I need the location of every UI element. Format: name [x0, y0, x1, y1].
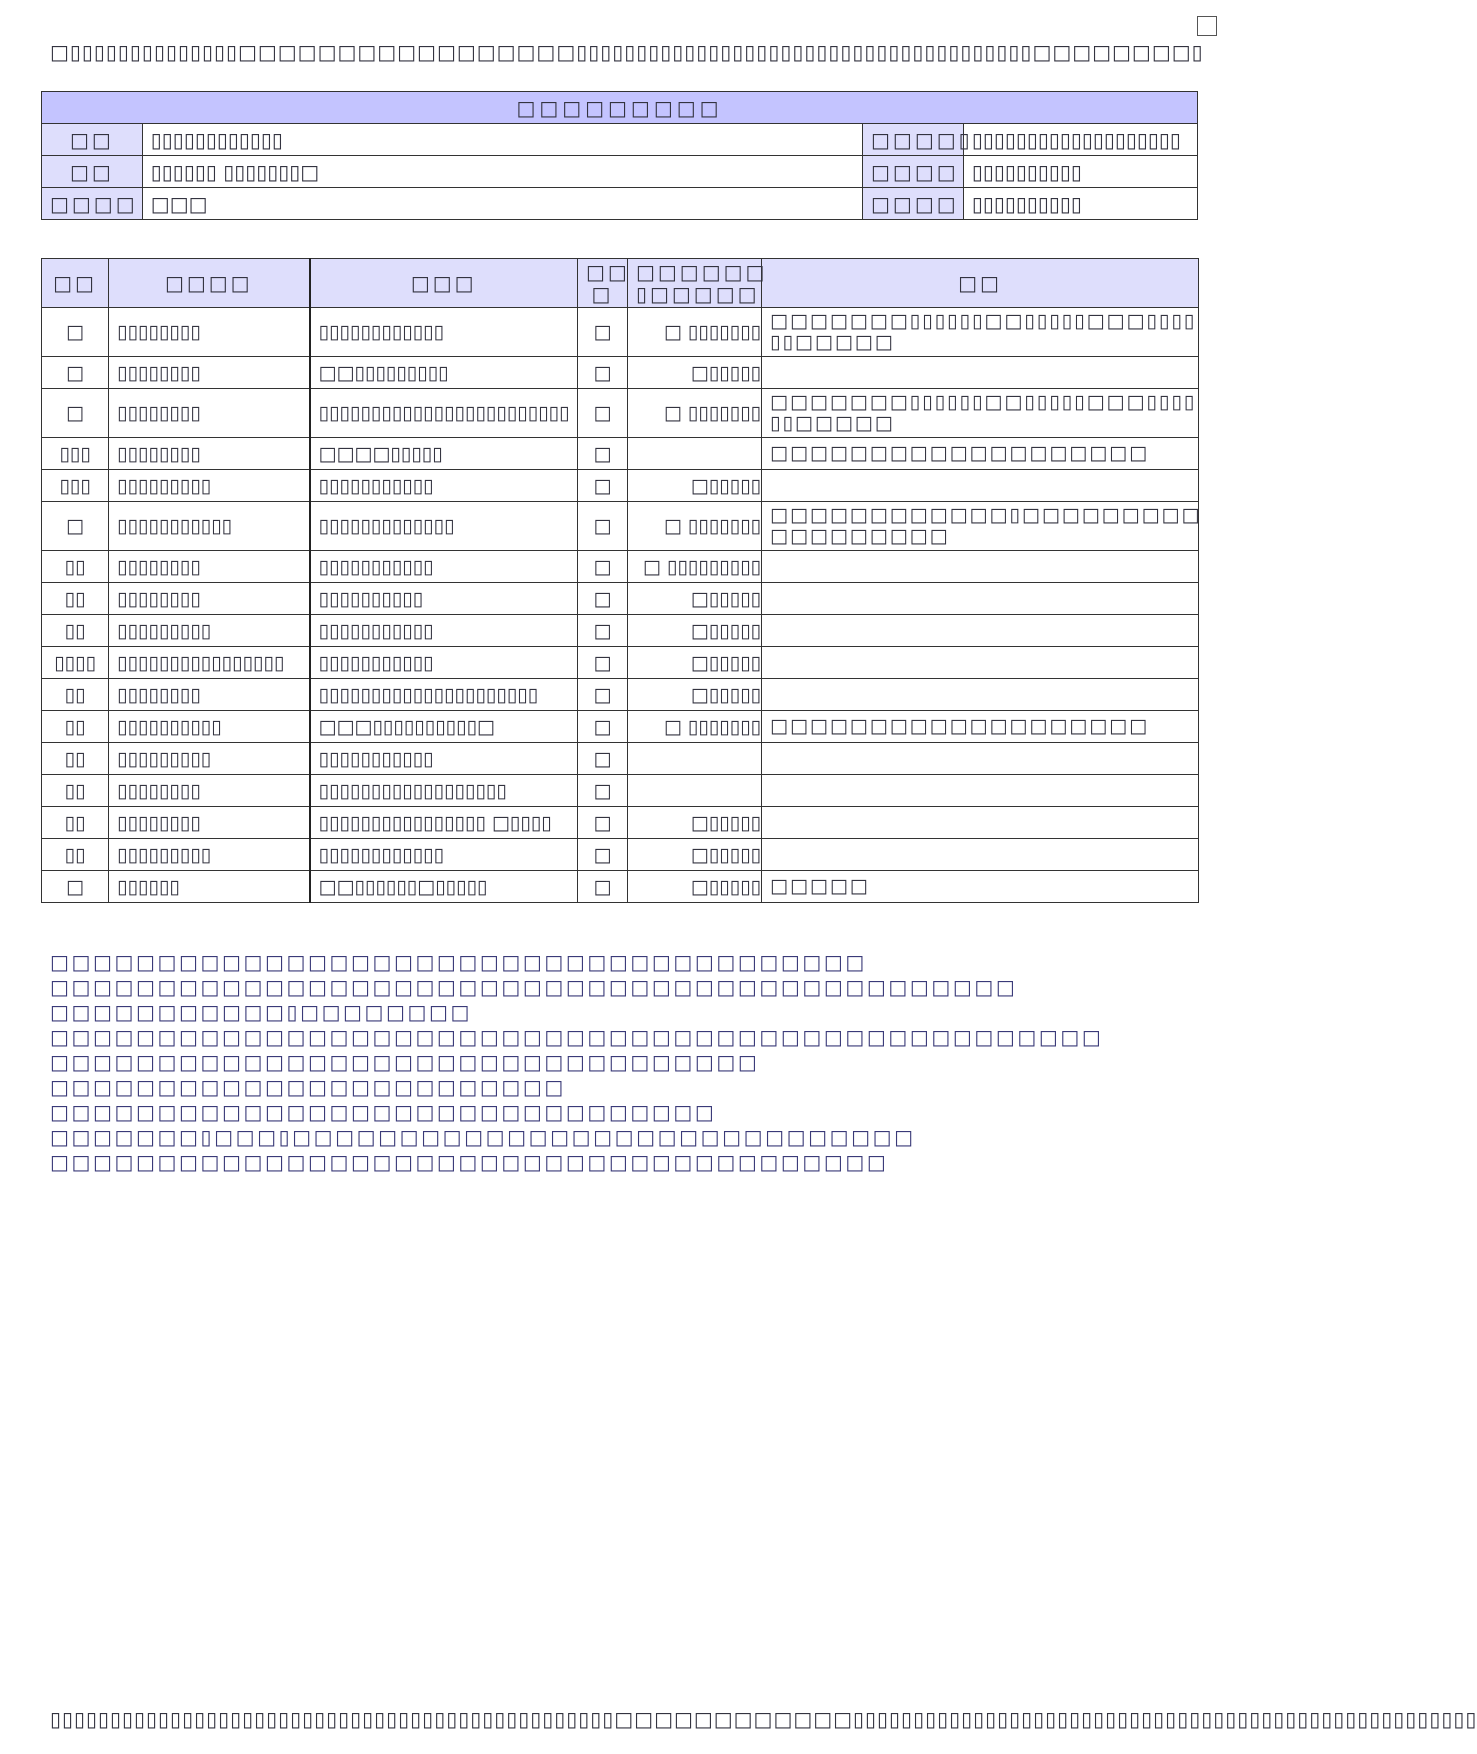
cell-code: ▯▯▯▯▯▯▯▯ — [109, 551, 310, 583]
info-row — [42, 188, 1198, 220]
cell-qty: □ — [578, 839, 628, 871]
info-value: ▯▯▯▯▯▯▯▯▯▯ — [963, 188, 1197, 220]
note-line: □□□□□□□□□□□□□□□□□□□□□□□□ — [50, 1075, 566, 1099]
note-line: □□□□□□□□□□□□□□□□□□□□□□□□□□□□□□□ — [50, 1100, 717, 1124]
cell-name: ▯▯▯▯▯▯▯▯▯▯▯▯▯▯▯▯▯▯▯▯▯▯▯▯ — [310, 389, 578, 438]
cell-no: □ — [42, 389, 109, 438]
table-row — [42, 502, 1199, 551]
cell-code: ▯▯▯▯▯▯▯▯▯▯▯▯▯▯▯▯ — [109, 647, 310, 679]
cell-price — [628, 775, 762, 807]
info-label: □□□□ — [863, 188, 964, 220]
cell-note: □□□□□□□□□□□□▯□□□□□□□□□ □□□□□□□□□ — [762, 502, 1199, 551]
cell-qty: □ — [578, 583, 628, 615]
table-row — [42, 743, 1199, 775]
info-label: □□□□▯ — [863, 124, 964, 156]
column-header-name: □□□ — [310, 259, 578, 308]
note-line: □□□□□□□□□□□▯□□□□□□□□ — [50, 1000, 473, 1024]
cell-name: ▯▯▯▯▯▯▯▯▯▯ — [310, 583, 578, 615]
table-row — [42, 807, 1199, 839]
info-value: □□□ — [142, 188, 862, 220]
cell-qty: □ — [578, 438, 628, 470]
note-line: □□□□□□□□□□□□□□□□□□□□□□□□□□□□□□□□□□□□□□ — [50, 950, 867, 974]
cell-qty: □ — [578, 711, 628, 743]
cell-qty: □ — [578, 679, 628, 711]
cell-no: ▯▯▯▯ — [42, 647, 109, 679]
cell-no: □ — [42, 871, 109, 903]
cell-no: □ — [42, 502, 109, 551]
note-line: □□□□□□□□□□□□□□□□□□□□□□□□□□□□□□□□□□□□□□□□□□□□□ — [50, 975, 1018, 999]
column-header-code: □□□□ — [109, 259, 310, 308]
cell-name: ▯▯▯▯▯▯▯▯▯▯▯▯ — [310, 308, 578, 357]
cell-no: ▯▯ — [42, 743, 109, 775]
cell-code: ▯▯▯▯▯▯▯▯▯▯ — [109, 711, 310, 743]
cell-no: ▯▯ — [42, 551, 109, 583]
cell-no: ▯▯▯ — [42, 438, 109, 470]
cell-no: ▯▯ — [42, 615, 109, 647]
cell-name: ▯▯▯▯▯▯▯▯▯▯▯ — [310, 647, 578, 679]
info-label: □□□□ — [863, 156, 964, 188]
cell-name: ▯▯▯▯▯▯▯▯▯▯▯▯ — [310, 839, 578, 871]
items-table — [41, 258, 1202, 903]
note-line: □□□□□□□▯□□□▯□□□□□□□□□□□□□□□□□□□□□□□□□□□□□ — [50, 1125, 916, 1149]
cell-code: ▯▯▯▯▯▯▯▯▯ — [109, 615, 310, 647]
cell-qty: □ — [578, 470, 628, 502]
cell-code: ▯▯▯▯▯▯▯▯ — [109, 679, 310, 711]
cell-no: ▯▯ — [42, 775, 109, 807]
table-row — [42, 389, 1199, 438]
cell-note: □□□□□□□□□□□□□□□□□□□ — [762, 711, 1199, 743]
table-row — [42, 647, 1199, 679]
cell-note — [762, 743, 1199, 775]
cell-qty: □ — [578, 389, 628, 438]
table-row — [42, 679, 1199, 711]
info-row — [42, 156, 1198, 188]
cell-note — [762, 357, 1199, 389]
note-line: □□□□□□□□□□□□□□□□□□□□□□□□□□□□□□□□□□□□□□□□□□□□□□□□□ — [50, 1025, 1104, 1049]
note-line: □□□□□□□□□□□□□□□□□□□□□□□□□□□□□□□□□□□□□□□ — [50, 1150, 889, 1174]
cell-note: □□□□□ — [762, 871, 1199, 903]
table-row — [42, 357, 1199, 389]
cell-note — [762, 775, 1199, 807]
cell-price: □▯▯▯▯▯ — [628, 615, 762, 647]
cell-qty: □ — [578, 743, 628, 775]
cell-no: ▯▯ — [42, 807, 109, 839]
cell-name: ▯▯▯▯▯▯▯▯▯▯▯▯▯▯▯▯▯▯▯▯▯ — [310, 679, 578, 711]
cell-code: ▯▯▯▯▯▯▯▯ — [109, 775, 310, 807]
cell-name: ▯▯▯▯▯▯▯▯▯▯▯ — [310, 551, 578, 583]
document-header-text: □▯▯▯▯▯▯▯▯▯▯▯▯▯▯□□□□□□□□□□□□□□□□□▯▯▯▯▯▯▯▯▯▯▯▯▯▯▯▯▯▯▯▯▯▯▯▯▯▯▯▯▯▯▯▯▯▯▯▯▯▯□□□□□□□□▯ — [50, 40, 1204, 64]
cell-code: ▯▯▯▯▯▯ — [109, 871, 310, 903]
cell-note — [762, 615, 1199, 647]
table-row — [42, 551, 1199, 583]
info-value: ▯▯▯▯▯▯▯▯▯▯▯▯▯▯▯▯▯▯▯ — [963, 124, 1197, 156]
cell-price: □ ▯▯▯▯▯▯▯ — [628, 389, 762, 438]
corner-checkbox — [1197, 16, 1217, 36]
cell-note — [762, 679, 1199, 711]
cell-note — [762, 551, 1199, 583]
column-header-no: □□ — [42, 259, 109, 308]
table-row — [42, 470, 1199, 502]
cell-note: □□□□□□□□□□□□□□□□□□□ — [762, 438, 1199, 470]
cell-qty: □ — [578, 615, 628, 647]
cell-code: ▯▯▯▯▯▯▯▯ — [109, 308, 310, 357]
cell-code: ▯▯▯▯▯▯▯▯▯ — [109, 743, 310, 775]
info-label: □□□□ — [42, 188, 143, 220]
cell-price: □▯▯▯▯▯ — [628, 357, 762, 389]
cell-qty: □ — [578, 871, 628, 903]
cell-price: □ ▯▯▯▯▯▯▯▯▯ — [628, 551, 762, 583]
cell-note — [762, 583, 1199, 615]
info-table — [41, 91, 1198, 220]
cell-price — [628, 438, 762, 470]
cell-note — [762, 470, 1199, 502]
cell-price: □▯▯▯▯▯ — [628, 679, 762, 711]
cell-code: ▯▯▯▯▯▯▯▯ — [109, 389, 310, 438]
cell-name: ▯▯▯▯▯▯▯▯▯▯▯▯▯▯▯▯ □▯▯▯▯ — [310, 807, 578, 839]
cell-qty: □ — [578, 502, 628, 551]
cell-code: ▯▯▯▯▯▯▯▯ — [109, 807, 310, 839]
info-table-title: □□□□□□□□□ — [42, 92, 1198, 124]
table-row — [42, 308, 1199, 357]
cell-no: ▯▯ — [42, 679, 109, 711]
column-header-note: □□ — [762, 259, 1199, 308]
notes-section — [50, 950, 1200, 1175]
cell-name: □□□▯▯▯▯▯▯▯▯▯▯□ — [310, 711, 578, 743]
cell-price — [628, 743, 762, 775]
cell-qty: □ — [578, 647, 628, 679]
info-row — [42, 124, 1198, 156]
document-footer-text: ▯▯▯▯▯▯▯▯▯▯▯▯▯▯▯▯▯▯▯▯▯▯▯▯▯▯▯▯▯▯▯▯▯▯▯▯▯▯▯▯▯▯▯▯▯▯▯□□□□□□□□□□□□▯▯▯▯▯▯▯▯▯▯▯▯▯▯▯▯▯▯▯▯▯▯▯▯▯▯▯▯▯▯▯▯▯▯▯▯▯▯▯▯▯▯▯▯▯▯▯▯▯▯▯▯ — [50, 1707, 1477, 1731]
cell-code: ▯▯▯▯▯▯▯▯▯ — [109, 470, 310, 502]
cell-price: □ ▯▯▯▯▯▯▯ — [628, 502, 762, 551]
cell-name: □□▯▯▯▯▯▯▯▯▯ — [310, 357, 578, 389]
note-line: □□□□□□□□□□□□□□□□□□□□□□□□□□□□□□□□□ — [50, 1050, 760, 1074]
column-header-qty: □□ □ — [578, 259, 628, 308]
table-row — [42, 871, 1199, 903]
cell-price: □ ▯▯▯▯▯▯▯ — [628, 308, 762, 357]
info-value: ▯▯▯▯▯▯▯▯▯▯ — [963, 156, 1197, 188]
cell-no: ▯▯ — [42, 839, 109, 871]
info-label: □□ — [42, 124, 143, 156]
cell-qty: □ — [578, 308, 628, 357]
column-header-price: □□□□□□ ▯□□□□□ — [628, 259, 762, 308]
cell-note — [762, 647, 1199, 679]
cell-price: □▯▯▯▯▯ — [628, 647, 762, 679]
table-row — [42, 775, 1199, 807]
table-row — [42, 615, 1199, 647]
cell-no: □ — [42, 357, 109, 389]
cell-no: ▯▯ — [42, 583, 109, 615]
table-row — [42, 711, 1199, 743]
cell-name: ▯▯▯▯▯▯▯▯▯▯▯ — [310, 615, 578, 647]
cell-price: □ ▯▯▯▯▯▯▯ — [628, 711, 762, 743]
cell-code: ▯▯▯▯▯▯▯▯▯ — [109, 839, 310, 871]
cell-name: ▯▯▯▯▯▯▯▯▯▯▯ — [310, 470, 578, 502]
info-label: □□ — [42, 156, 143, 188]
cell-code: ▯▯▯▯▯▯▯▯ — [109, 583, 310, 615]
cell-code: ▯▯▯▯▯▯▯▯ — [109, 438, 310, 470]
cell-note: □□□□□□□▯▯▯▯▯▯□□▯▯▯▯▯□□□▯▯▯▯ ▯▯□□□□□ — [762, 308, 1199, 357]
cell-note — [762, 839, 1199, 871]
cell-code: ▯▯▯▯▯▯▯▯▯▯▯ — [109, 502, 310, 551]
table-row — [42, 839, 1199, 871]
cell-qty: □ — [578, 551, 628, 583]
cell-name: □□▯▯▯▯▯▯□▯▯▯▯▯ — [310, 871, 578, 903]
items-header-row — [42, 259, 1199, 308]
info-value: ▯▯▯▯▯▯ ▯▯▯▯▯▯▯□ — [142, 156, 862, 188]
cell-name: ▯▯▯▯▯▯▯▯▯▯▯▯▯▯▯▯▯▯ — [310, 775, 578, 807]
cell-qty: □ — [578, 775, 628, 807]
cell-code: ▯▯▯▯▯▯▯▯ — [109, 357, 310, 389]
cell-price: □▯▯▯▯▯ — [628, 807, 762, 839]
cell-qty: □ — [578, 357, 628, 389]
cell-name: □□□□▯▯▯▯▯ — [310, 438, 578, 470]
cell-price: □▯▯▯▯▯ — [628, 583, 762, 615]
cell-price: □▯▯▯▯▯ — [628, 839, 762, 871]
info-value: ▯▯▯▯▯▯▯▯▯▯▯▯ — [142, 124, 862, 156]
cell-name: ▯▯▯▯▯▯▯▯▯▯▯ — [310, 743, 578, 775]
cell-note — [762, 807, 1199, 839]
cell-qty: □ — [578, 807, 628, 839]
cell-no: ▯▯ — [42, 711, 109, 743]
cell-price: □▯▯▯▯▯ — [628, 470, 762, 502]
cell-note: □□□□□□□▯▯▯▯▯▯□□▯▯▯▯▯□□□▯▯▯▯ ▯▯□□□□□ — [762, 389, 1199, 438]
cell-name: ▯▯▯▯▯▯▯▯▯▯▯▯▯ — [310, 502, 578, 551]
cell-price: □▯▯▯▯▯ — [628, 871, 762, 903]
table-row — [42, 583, 1199, 615]
cell-no: ▯▯▯ — [42, 470, 109, 502]
table-row — [42, 438, 1199, 470]
cell-no: □ — [42, 308, 109, 357]
